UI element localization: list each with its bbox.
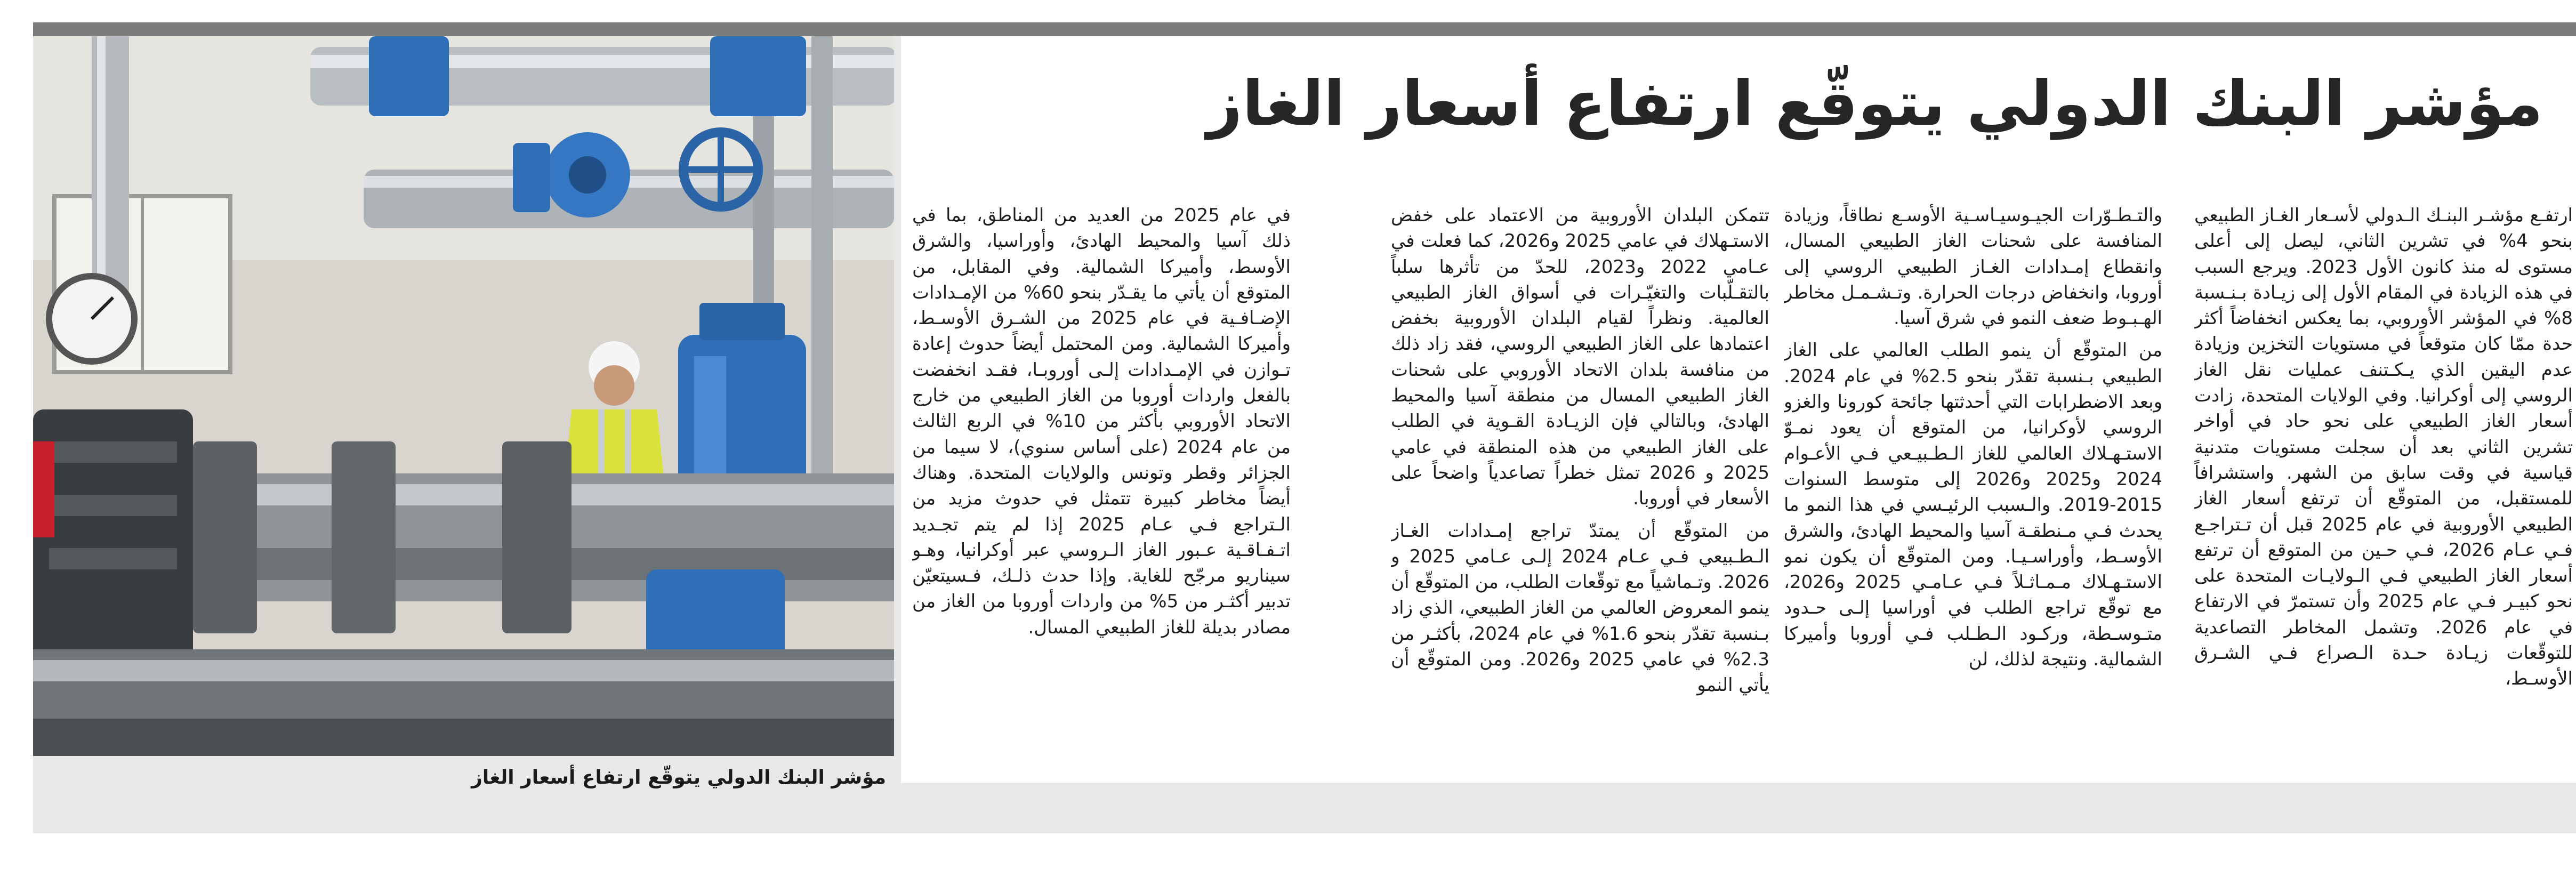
- article-paragraph: من المتوقّع أن يمتدّ تراجع إمـدادات الغـاز الـطـبيعي فـي عـام 2024 إلـى عـامي 2025 و 2026. وتـماشياً مع توقّعات الطلب، من المتوقّع أن ينمو المعروض العالمي من الغاز الطبيعي، الذي زاد بـنسبة تقدّر بنحو 1.6% في عام 2024، بأكثـر من 2.3% في عامي 2025 و2026. ومن المتوقّع أن يأتي النمو: [1391, 520, 1769, 696]
- article-photo: [33, 36, 894, 756]
- photo-caption: مؤشر البنك الدولي يتوقّع ارتفاع أسعار الغاز: [471, 767, 886, 788]
- article-column-3: [1391, 203, 1769, 794]
- article-paragraph: في عام 2025 من العديد من المناطق، بما في ذلك آسيا والمحيط الهادئ، وأوراسيا، والشرق الأوسط، وأميركا الشمالية. وفي المقابل، من المتوقع أن يأتي ما يقـدّر بنحو 60% من الإمـدادات الإضـافـية في عام 2025 من الشـرق الأوسـط، وأميركا الشمالية. ومن المحتمل أيضاً حدوث إعادة تـوازن في الإمـدادات إلـى أوروبـا، فقـد انخفضت بالفعل واردات أوروبا من الغاز الطبيعي من خارج الاتحاد الأوروبي بأكثر من 10% في الربع الثالث من عام 2024 (على أساس سنوي)، لا سيما من الجزائر وقطر وتونس والولايات المتحدة. وهناك أيضاً مخاطر كبيرة تتمثل في حدوث مزيد من الـتراجع فـي عـام 2025 إذا لم يتم تجـديد اتـفـاقـية عـبور الغاز الـروسي عبر أوكرانيا، وهـو سيناريو مرجّح للغاية. وإذا حدث ذلـك، فـسيتعيّن تدبير أكثـر من 5% من واردات أوروبا من الغاز من مصادر بديلة للغاز الطبيعي المسال.: [912, 205, 1291, 638]
- article-column-4: [912, 203, 1291, 794]
- article-paragraph: من المتوقّع أن ينمو الطلب العالمي على الغاز الطبيعي بـنسبة تقدّر بنحو 2.5% في عام 2024. وبعد الاضطرابات التي أحدثتها جائحة كورونا والغزو الروسي لأوكرانيا، من المتوقع أن يعود نمـوّ الاستـهـلاك العالمي للغاز الـطـبيـعي فـي الأعـوام 2024 و2025 و2026 إلى متوسط السنوات 2015-2019. والـسبب الرئيـسي في هذا النمو ما يحدث فـي مـنطقـة آسيا والمحيط الهادئ، والشرق الأوسـط، وأوراسـيـا. ومن المتوقّع أن يكون نمو الاستـهـلاك مـمـاثـلاً فـي عـامـي 2025 و2026، مع توقّع تراجع الطلب في أوراسيا إلـى حـدود متـوسـطة، وركـود الـطـلب فـي أوروبا وأميركا الشمالية. ونتيجة لذلك، لن: [1784, 340, 2162, 671]
- article-paragraph: والتـطـوّرات الجيـوسيـاسـية الأوسـع نطاقاً، وزيادة المنافسة على شحنات الغاز الطبيعي المسال، وانقطاع إمـدادات الغـاز الطبيعي الروسي إلى أوروبا، وانخفاض درجات الحرارة. وتـشـمـل مخاطر الهـبـوط ضعف النمو في شرق آسيا.: [1784, 205, 2162, 329]
- article-column-2: [1784, 203, 2162, 794]
- article-paragraph: تتمكن البلدان الأوروبية من الاعتماد على خفض الاستـهلاك في عامي 2025 و2026، كما فعلت في عـامي 2022 و2023، للحدّ من تأثرها سلباً بالتقـلّبات والتغيّـرات في أسواق الغاز الطبيعي العالمية. ونظراً لقيام البلدان الأوروبية بخفض اعتمادها على الغاز الطبيعي الروسي، فقد زاد ذلك من منافسة بلدان الاتحاد الأوروبي على شحنات الغاز الطبيعي المسال من منطقة آسيا والمحيط الهادئ، وبالتالي فإن الزيـادة القـوية في الطلب على الغاز الطبيعي من هذه المنطقة في عامي 2025 و 2026 تمثل خطراً تصاعدياً واضحاً على الأسعار في أوروبا.: [1391, 205, 1769, 510]
- article-headline: مؤشر البنك الدولي يتوقّع ارتفاع أسعار الغاز: [1206, 68, 2543, 140]
- top-rule: [33, 22, 2576, 36]
- article-column-1: [2194, 203, 2573, 794]
- article-paragraph: ارتفـع مؤشـر البنـك الـدولي لأسـعار الغـاز الطبيعي بنحو 4% في تشرين الثاني، ليصل إلى أعلى مستوى له منذ كانون الأول 2023. ويرجع السبب في هذه الزيادة في المقام الأول إلى زيـادة بـنـسبة 8% في المؤشر الأوروبي، بما يعكس انخفاضاً أكثر حدة ممّا كان متوقعاً في مستويات التخزين وزيادة عدم اليقين الذي يـكـتنف عمليات نقل الغاز الروسي إلى أوكرانيا. وفي الولايات المتحدة، زادت أسعار الغاز الطبيعي على نحو حاد في أواخر تشرين الثاني بعد أن سجلت مستويات متدنية قياسية في وقت سابق من الشهر. واستشرافاً للمستقبل، من المتوقّع أن ترتفع أسعار الغاز الطبيعي الأوروبية في عام 2025 قبل أن تـتراجـع فـي عـام 2026، فـي حـين من المتوقع أن ترتفع أسعار الغاز الطبيعي فـي الـولايـات المتحدة على نحو كبيـر فـي عام 2025 وأن تستمرّ في الارتفاع في عام 2026. وتشمل المخاطر التصاعدية للتوقّعات زيـادة حـدة الـصراع فـي الشـرق الأوسـط،: [2194, 205, 2573, 690]
